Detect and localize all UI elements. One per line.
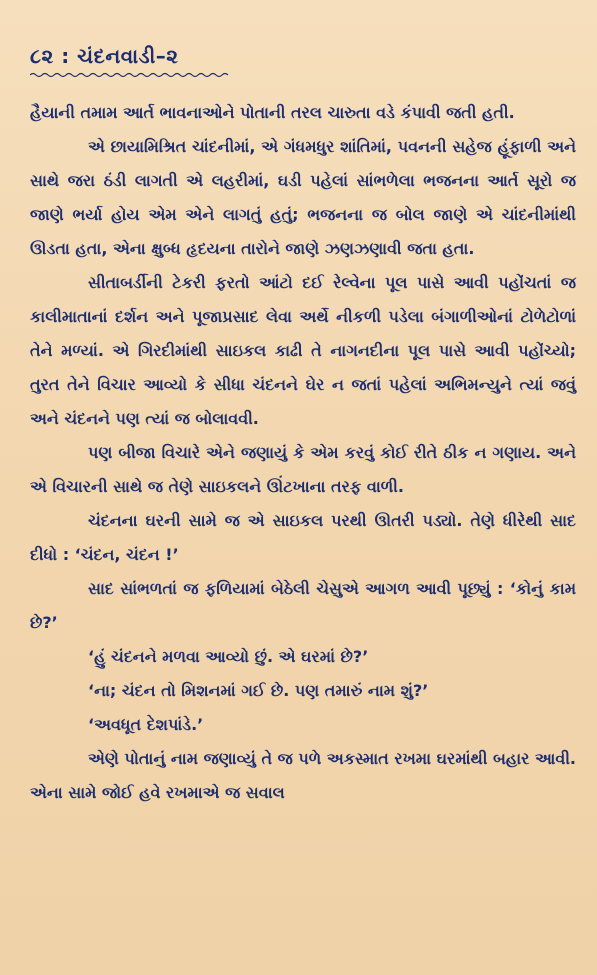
dialogue-line: ‘અવધૂત દેશપાંડે.’ (88, 715, 204, 734)
paragraph-continued: હૈયાની તમામ આર્ત ભાવનાઓને પોતાની તરલ ચારુતા વડે કંપાવી જતી હતી. (30, 103, 515, 122)
paragraph: ચંદનના ઘરની સામે જ એ સાઇકલ પરથી ઊતરી પડ્યો. તેણે ધીરેથી સાદ દીધો : ‘ચંદન, ચંદન !’ (30, 511, 576, 564)
body-text (30, 96, 576, 810)
running-head: ૮૨ : ચંદનવાડી–૨ (30, 44, 179, 68)
paragraph: પણ બીજા વિચારે એને જણાયું કે એમ કરવું કોઈ રીતે ઠીક ન ગણાય. અને એ વિચારની સાથે જ તેણે સાઇકલને ઊંટખાના તરફ વાળી. (30, 443, 576, 496)
paragraph: સીતાબર્ડીની ટેકરી ફરતો આંટો દઈ રેલ્વેના પૂલ પાસે આવી પહોંચતાં જ કાલીમાતાનાં દર્શન અને પૂજાપ્રસાદ લેવા અર્થે નીકળી પડેલા બંગાળીઓનાં ટોળેટોળાં તેને મળ્યાં. એ ગિરદીમાંથી સાઇકલ કાઢી તે નાગનદીના પૂલ પાસે આવી પહોંચ્યો; તુરત તેને વિચાર આવ્યો કે સીધા ચંદનને ઘેર ન જતાં પહેલાં અભિમન્યુને ત્યાં જવું અને ચંદનને પણ ત્યાં જ બોલાવવી. (30, 273, 576, 428)
decorative-wavy-rule (30, 72, 230, 78)
paragraph: એ છાયામિશ્રિત ચાંદનીમાં, એ ગંધમધુર શાંતિમાં, પવનની સહેજ હૂંફાળી અને સાથે જરા ઠંડી લાગતી એ લહરીમાં, ઘડી પહેલાં સાંભળેલા ભજનના આર્ત સૂરો જ જાણે ભર્યા હોય એમ એને લાગતું હતું; ભજનના જ બોલ જાણે એ ચાંદનીમાંથી ઊડતા હતા, એના ક્ષુબ્ધ હૃદયના તારોને જાણે ઝણઝણાવી જતા હતા. (30, 137, 576, 258)
paragraph: એણે પોતાનું નામ જણાવ્યું તે જ પળે અકસ્માત રખમા ઘરમાંથી બહાર આવી. એના સામે જોઈ હવે રખમાએ જ સવાલ (30, 749, 576, 802)
dialogue-line: ‘ના; ચંદન તો મિશનમાં ગઈ છે. પણ તમારું નામ શું?’ (88, 681, 429, 700)
paragraph: સાદ સાંભળતાં જ ફળિયામાં બેઠેલી ચેસુએ આગળ આવી પૂછ્યું : ‘કોનું કામ છે?’ (30, 579, 576, 632)
dialogue-line: ‘હું ચંદનને મળવા આવ્યો છું. એ ઘરમાં છે?’ (88, 647, 369, 666)
